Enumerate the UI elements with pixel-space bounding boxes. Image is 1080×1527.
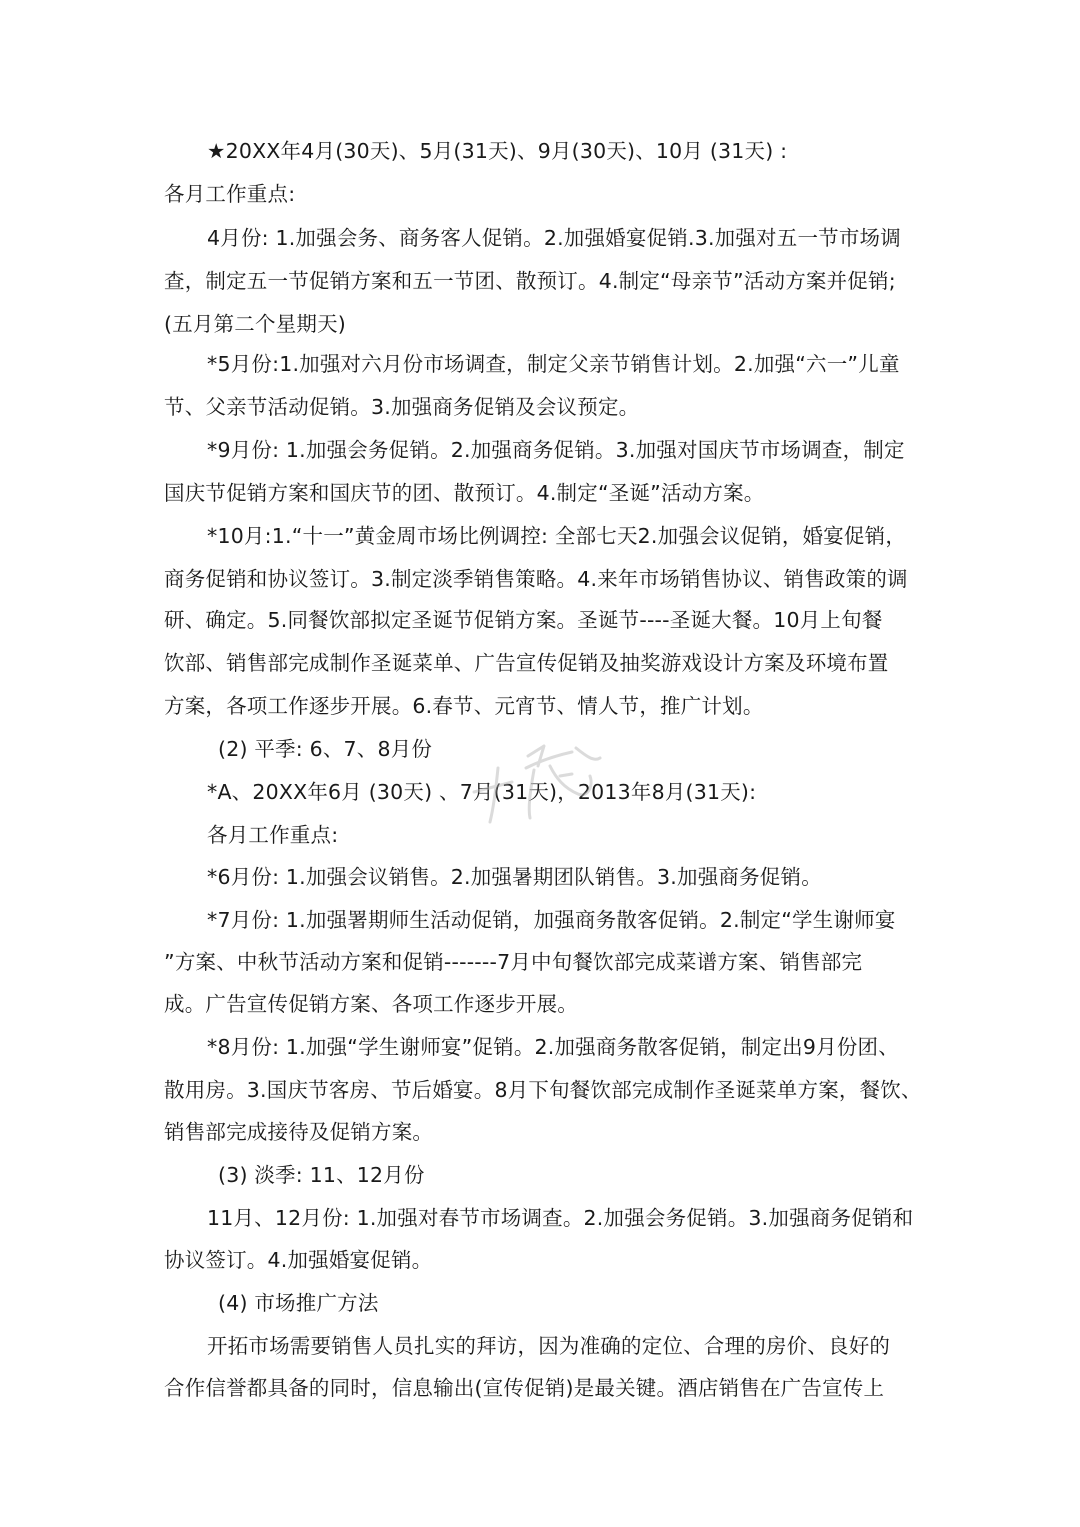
- text-line: 查，制定五一节促销方案和五一节团、散预订。4.制定“母亲节”活动方案并促销;: [164, 269, 896, 293]
- text-line: 研、确定。5.同餐饮部拟定圣诞节促销方案。圣诞节----圣诞大餐。10月上旬餐: [164, 608, 883, 632]
- text-line: 11月、12月份: 1.加强对春节市场调查。2.加强会务促销。3.加强商务促销和: [207, 1206, 914, 1230]
- text-line: (五月第二个星期天): [164, 312, 346, 336]
- text-line: 销售部完成接待及促销方案。: [164, 1120, 434, 1144]
- text-line: 开拓市场需要销售人员扎实的拜访，因为准确的定位、合理的房价、良好的: [207, 1334, 891, 1358]
- text-line: 方案，各项工作逐步开展。6.春节、元宵节、情人节，推广计划。: [164, 694, 764, 718]
- text-line: 4月份: 1.加强会务、商务客人促销。2.加强婚宴促销.3.加强对五一节市场调: [207, 226, 901, 250]
- text-line: 各月工作重点:: [207, 823, 339, 847]
- section-heading: (2) 平季: 6、7、8月份: [218, 737, 433, 761]
- text-line: 饮部、销售部完成制作圣诞菜单、广告宣传促销及抽奖游戏设计方案及环境布置: [164, 651, 889, 675]
- text-line: 节、父亲节活动促销。3.加强商务促销及会议预定。: [164, 395, 640, 419]
- text-line: 国庆节促销方案和国庆节的团、散预订。4.制定“圣诞”活动方案。: [164, 481, 765, 505]
- watermark-stamp-icon: [468, 718, 618, 828]
- text-line: ”方案、中秋节活动方案和促销-------7月中旬餐饮部完成菜谱方案、销售部完: [164, 950, 863, 974]
- text-line: 各月工作重点:: [164, 182, 296, 206]
- text-line: *6月份: 1.加强会议销售。2.加强暑期团队销售。3.加强商务促销。: [207, 865, 822, 889]
- text-line: *10月:1.“十一”黄金周市场比例调控: 全部七天2.加强会议促销，婚宴促销，: [207, 524, 907, 548]
- section-heading: (4) 市场推广方法: [218, 1291, 379, 1315]
- text-line: *7月份: 1.加强署期师生活动促销，加强商务散客促销。2.制定“学生谢师宴: [207, 908, 896, 932]
- text-line: *A、20XX年6月 (30天) 、7月(31天)，2013年8月(31天):: [207, 780, 757, 804]
- text-line: ★20XX年4月(30天)、5月(31天)、9月(30天)、10月 (31天) :: [207, 139, 788, 163]
- text-line: *9月份: 1.加强会务促销。2.加强商务促销。3.加强对国庆节市场调查，制定: [207, 438, 905, 462]
- text-line: 协议签订。4.加强婚宴促销。: [164, 1248, 433, 1272]
- text-line: 散用房。3.国庆节客房、节后婚宴。8月下旬餐饮部完成制作圣诞菜单方案，餐饮、: [164, 1078, 922, 1102]
- text-line: 合作信誉都具备的同时，信息输出(宣传促销)是最关键。酒店销售在广告宣传上: [164, 1376, 885, 1400]
- text-line: *8月份: 1.加强“学生谢师宴”促销。2.加强商务散客促销，制定出9月份团、: [207, 1035, 899, 1059]
- text-line: 商务促销和协议签订。3.制定淡季销售策略。4.来年市场销售协议、销售政策的调: [164, 567, 908, 591]
- text-line: 成。广告宣传促销方案、各项工作逐步开展。: [164, 992, 578, 1016]
- section-heading: (3) 淡季: 11、12月份: [218, 1163, 425, 1187]
- text-line: *5月份:1.加强对六月份市场调查，制定父亲节销售计划。2.加强“六一”儿童: [207, 352, 900, 376]
